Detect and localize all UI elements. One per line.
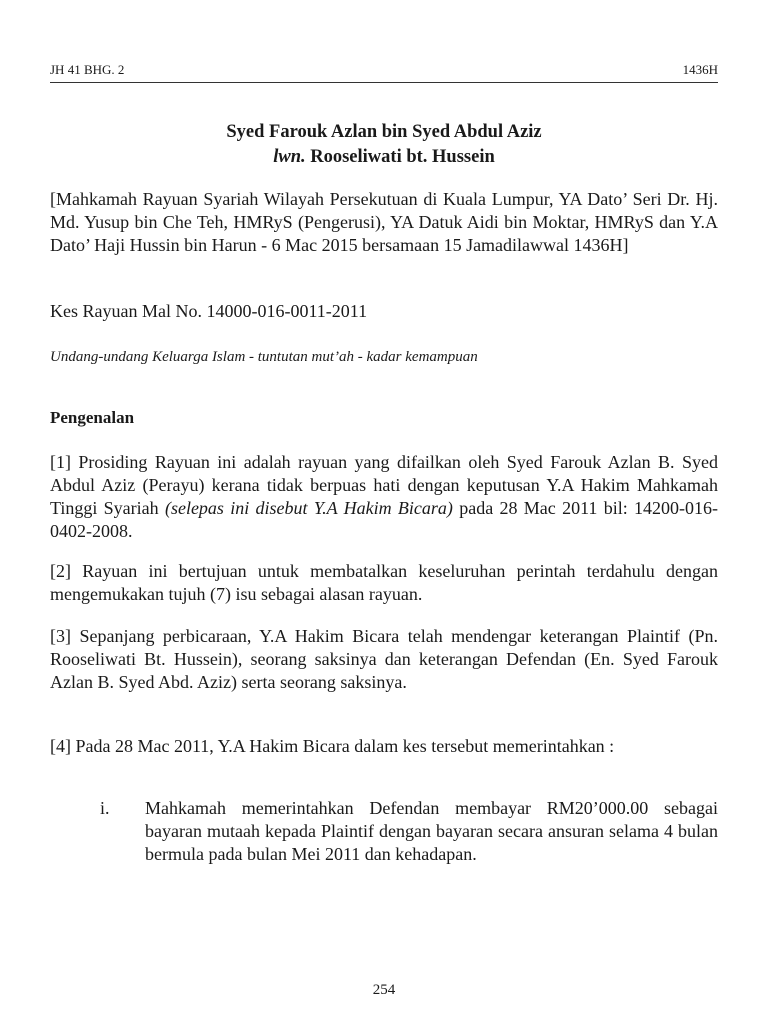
list-item-text: Mahkamah memerintahkan Defendan membayar RM20’000.00 sebagai bayaran mutaah kepada Plaintif dengan bayaran secara ansuran selama 4 bulan bermula pada bulan Mei 2011 dan kehadapan. [145, 798, 718, 864]
versus-label: lwn. [273, 147, 306, 167]
paragraph-3: [3] Sepanjang perbicaraan, Y.A Hakim Bicara telah mendengar keterangan Plaintif (Pn. Rooseliwati Bt. Hussein), seorang saksinya dan keterangan Defendan (En. Syed Farouk Azlan B. Syed Abd. Aziz) serta seorang saksinya. [50, 626, 718, 692]
running-header [50, 60, 718, 83]
respondent-name: Rooseliwati bt. Hussein [310, 147, 495, 167]
paragraph-4: [4] Pada 28 Mac 2011, Y.A Hakim Bicara dalam kes tersebut memerintahkan : [50, 736, 615, 756]
appellant-name: Syed Farouk Azlan bin Syed Abdul Aziz [226, 122, 542, 142]
case-number: Kes Rayuan Mal No. 14000-016-0011-2011 [50, 301, 368, 321]
list-item [100, 797, 718, 866]
section-heading: Pengenalan [50, 408, 135, 427]
paragraph-1-italic: (selepas ini disebut Y.A Hakim Bicara) [164, 498, 453, 518]
journal-volume: JH 41 BHG. 2 [50, 62, 125, 77]
paragraph-1-text: [1] Prosiding Rayuan ini adalah rayuan yang difailkan oleh Syed Farouk Azlan B. Syed Abdul Aziz (Perayu) kerana tidak berpuas hati dengan keputusan Y.A Hakim Mahkamah Tinggi Syariah [50, 452, 718, 518]
catchwords: Undang-undang Keluarga Islam - tuntutan mut’ah - kadar kemampuan [50, 349, 478, 365]
page-number: 254 [372, 982, 396, 998]
hijri-year: 1436H [682, 62, 718, 77]
case-title [50, 120, 718, 170]
list-item-marker: i. [100, 798, 110, 818]
case-title-line2 [50, 145, 718, 170]
paragraph-1 [50, 451, 718, 543]
court-coram: [Mahkamah Rayuan Syariah Wilayah Persekutuan di Kuala Lumpur, YA Dato’ Seri Dr. Hj. Md. Yusup bin Che Teh, HMRyS (Pengerusi), YA Datuk Aidi bin Moktar, HMRyS dan Y.A Dato’ Haji Hussin bin Harun - 6 Mac 2015 bersamaan 15 Jamadilawwal 1436H] [50, 189, 718, 255]
paragraph-2: [2] Rayuan ini bertujuan untuk membatalkan keseluruhan perintah terdahulu dengan mengemukakan tujuh (7) isu sebagai alasan rayuan. [50, 561, 718, 604]
paragraph-1-end: pada 28 Mac 2011 bil: 14200-016-0402-2008. [50, 498, 718, 541]
